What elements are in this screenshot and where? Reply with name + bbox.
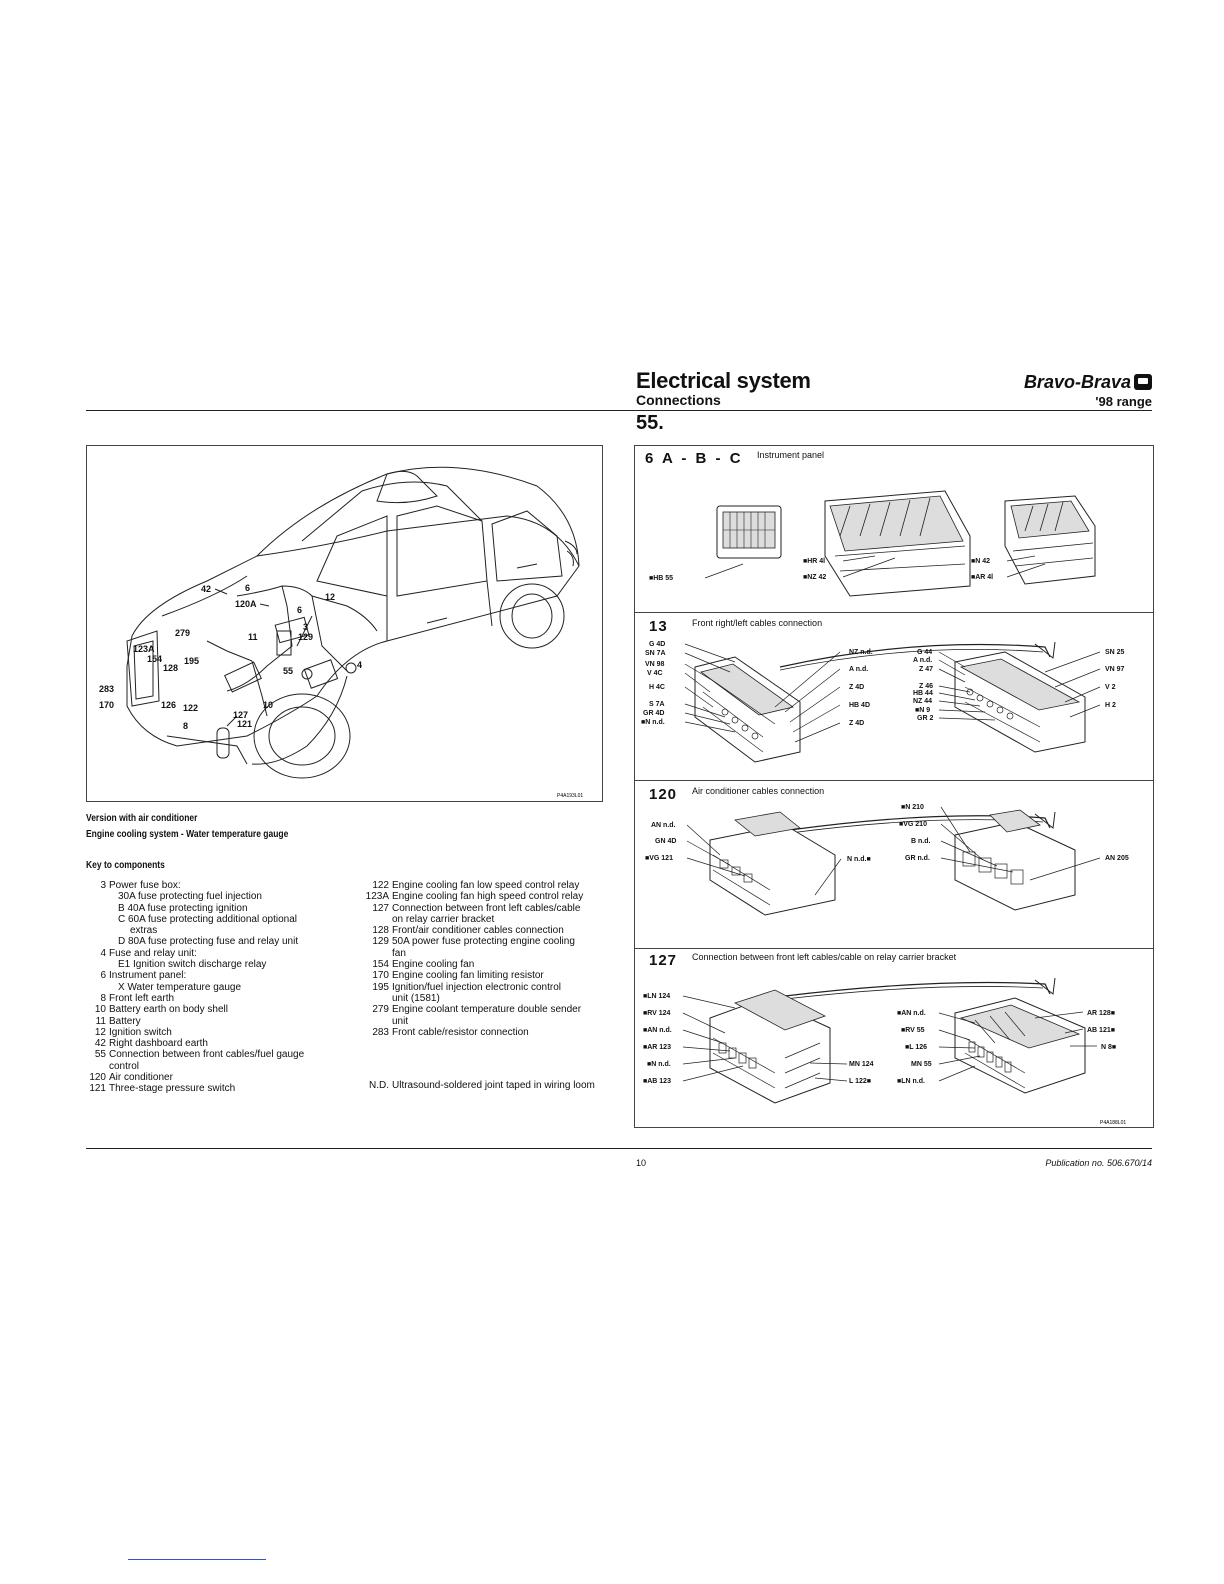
footer-rule [86,1148,1152,1149]
pin-label: Z 4D [849,684,865,691]
key-item [361,1027,603,1038]
key-number: 154 [372,959,389,971]
pin-label: ■HR 4l [803,558,826,565]
key-number: 122 [372,880,389,891]
callout-label: 154 [147,654,163,664]
key-number: 11 [95,1015,106,1027]
key-number [86,982,109,993]
key-item [86,1072,336,1083]
panel-description: Air conditioner cables connection [692,786,825,796]
pin-label: ■LN 124 [643,993,671,1000]
pin-label: MN 124 [849,1061,874,1068]
key-number [86,936,109,947]
pin-label: GR n.d. [905,855,930,862]
front-cables-connectors [635,612,1153,780]
key-number: 123A [365,891,389,903]
pin-label: H 4C [649,684,665,691]
relay-bracket-connectors [635,948,1153,1127]
model-label: Bravo-Brava [1023,372,1131,392]
key-number: 55 [94,1049,106,1061]
key-text: Air conditioner [109,1072,173,1084]
pin-label: ■AN n.d. [643,1027,672,1034]
pin-label: SN 25 [1105,649,1125,656]
key-item [361,948,603,959]
key-number [361,914,392,925]
key-text: X Water temperature gauge [118,981,242,993]
car-illustration [87,446,602,801]
key-item [86,1083,336,1094]
page-section-number: 55. [636,412,664,434]
pin-label: VN 98 [645,661,665,668]
panel-number: 13 [649,618,668,635]
key-title: Key to components [86,860,165,871]
pin-label: A n.d. [913,657,933,664]
model-name [1024,372,1152,393]
bottom-underline [128,1559,266,1560]
pin-label: ■RV 124 [643,1010,671,1017]
key-number: 279 [372,1004,389,1016]
callout-label: 195 [184,656,200,666]
panel-figure-code: P4A188L01 [1100,1120,1127,1126]
key-text: Ignition switch [109,1026,172,1038]
callout-label: 127 [233,710,249,720]
panel-front-cables [635,612,1153,781]
pin-label: NZ n.d. [849,649,873,656]
pin-label: ■AB 123 [643,1078,671,1085]
key-text: Front left earth [109,992,175,1004]
key-item [86,1016,336,1027]
pin-label: B n.d. [911,838,931,845]
key-item [86,925,336,936]
key-text: control [109,1060,140,1072]
key-text: Connection between front left cables/cable [392,902,581,914]
page-number: 10 [636,1158,647,1168]
pin-label: N n.d.■ [847,856,871,863]
pin-label: HB 4D [849,702,871,709]
key-number: 8 [100,992,106,1004]
key-number: 195 [372,981,389,993]
key-item [361,970,603,981]
pin-label: H 2 [1105,702,1116,709]
pin-label: ■HB 55 [649,575,674,582]
key-item [361,993,603,1004]
key-text: extras [130,925,158,937]
key-item [361,903,603,914]
key-text: C 60A fuse protecting additional optional [118,913,298,925]
pin-label: ■N n.d. [647,1061,671,1068]
key-number [361,1016,392,1027]
key-item [86,982,336,993]
key-item [86,1004,336,1015]
key-text: Connection between front cables/fuel gauge [109,1049,305,1061]
instrument-connectors [635,446,1153,612]
panel-instrument [635,446,1153,613]
key-item [86,903,336,914]
key-number: 3 [100,880,106,891]
pin-label: SN 7A [645,650,666,657]
key-text: fan [392,947,406,959]
callout-label: 123A [133,644,155,654]
key-number: 129 [372,936,389,948]
note-text: Ultrasound-soldered joint taped in wiring loom [392,1080,595,1091]
key-text: Battery [109,1015,141,1027]
key-number: 121 [89,1083,106,1095]
pin-label: A n.d. [849,666,869,673]
pin-label: ■VG 210 [899,821,927,828]
key-list-right [361,880,603,1038]
pin-label: AN n.d. [651,822,676,829]
panel-number: 120 [649,786,678,803]
key-item [86,993,336,1004]
pin-label: L 122■ [849,1078,872,1085]
callout-label: 126 [161,700,177,710]
panel-air-conditioner [635,780,1153,949]
callout-label: 121 [237,719,253,729]
key-text: Battery earth on body shell [109,1004,228,1016]
pin-label: HB 44 [913,690,933,697]
key-item [86,891,336,902]
key-item [361,880,603,891]
key-number [86,925,109,936]
pin-label: ■RV 55 [901,1027,925,1034]
key-item [86,948,336,959]
key-text: unit (1581) [392,992,440,1004]
version-caption: Version with air conditioner [86,813,198,824]
key-item [361,959,603,970]
key-item [361,1016,603,1027]
key-text: E1 Ignition switch discharge relay [118,959,267,971]
key-text: Instrument panel: [109,970,187,982]
callout-label: 6 [297,605,303,615]
pin-label: V 2 [1105,684,1116,691]
key-item [86,1061,336,1072]
pin-label: ■N n.d. [641,719,665,726]
connectors-figure [634,445,1154,1128]
panel-description: Connection between front left cables/cable on relay carrier bracket [692,952,957,962]
key-number [86,1061,109,1072]
pin-label: AN 205 [1105,855,1129,862]
pin-label: GR 2 [917,715,934,722]
pin-label: ■AN n.d. [897,1010,926,1017]
key-text: Right dashboard earth [109,1038,208,1050]
key-number: 127 [372,902,389,914]
callout-label: 55 [283,666,294,676]
key-text: Engine cooling fan high speed control relay [392,891,584,903]
key-number: 128 [372,925,389,937]
callout-label: 6 [245,583,251,593]
key-number [361,993,392,1004]
key-item [361,914,603,925]
key-text: 50A power fuse protecting engine cooling [392,936,575,948]
key-number [86,903,109,914]
key-text: Front/air conditioner cables connection [392,925,564,937]
pin-label: AB 121■ [1087,1027,1115,1034]
pin-label: ■N 9 [915,707,931,714]
key-text: Fuse and relay unit: [109,947,197,959]
pin-label: MN 55 [911,1061,932,1068]
key-text: Three-stage pressure switch [109,1083,236,1095]
key-list-left [86,880,336,1095]
key-text: D 80A fuse protecting fuse and relay unit [118,936,299,948]
key-text: B 40A fuse protecting ignition [118,902,248,914]
callout-label: 279 [175,628,191,638]
brand-logo-icon [1134,374,1152,390]
callout-label: 4 [357,660,363,670]
air-conditioner-connectors [635,780,1153,948]
key-text: Engine cooling fan low speed control relay [392,880,580,891]
callout-label: 3 [303,622,309,632]
callout-label: 11 [248,632,258,642]
pin-label: ■LN n.d. [897,1078,925,1085]
key-number: 6 [100,970,106,982]
panel-description: Instrument panel [757,450,825,460]
pin-label: ■L 126 [905,1044,928,1051]
key-item [361,925,603,936]
panel-description: Front right/left cables connection [692,618,823,628]
pin-label: AR 128■ [1087,1010,1115,1017]
pin-label: Z 47 [919,666,934,673]
pin-label: ■NZ 42 [803,574,827,581]
model-range: '98 range [1095,394,1152,409]
callout-label: 283 [99,684,115,694]
pin-label: ■VG 121 [645,855,673,862]
panel-relay-bracket [635,948,1153,1127]
key-item [86,959,336,970]
publication-number: Publication no. 506.670/14 [1045,1158,1152,1168]
system-caption: Engine cooling system - Water temperature gauge [86,829,289,840]
pin-label: ■AR 123 [643,1044,671,1051]
callout-label: 128 [163,663,179,673]
callout-label: 10 [263,700,274,710]
key-number [361,948,392,959]
callout-label: 170 [99,700,115,710]
key-number: 42 [94,1038,106,1050]
pin-label: GR 4D [643,710,665,717]
key-text: Engine cooling fan [392,959,475,971]
pin-label: G 44 [917,649,933,656]
key-item [86,970,336,981]
key-text: Power fuse box: [109,880,181,891]
section-subtitle: Connections [636,392,721,408]
key-item [86,936,336,947]
key-item [86,1027,336,1038]
key-item [86,1049,336,1060]
key-number [86,891,109,902]
section-title: Electrical system [636,368,811,393]
key-text: unit [392,1015,409,1027]
key-item [86,880,336,891]
key-number: 12 [94,1026,106,1038]
key-number [86,959,109,970]
callout-label: 122 [183,703,199,713]
key-number: 4 [100,947,106,959]
pin-label: V 4C [647,670,663,677]
key-text: Engine coolant temperature double sender [392,1004,582,1016]
panel-number: 6 A - B - C [645,450,742,467]
key-number: 170 [372,970,389,982]
key-text: Front cable/resistor connection [392,1026,529,1038]
pin-label: N 8■ [1101,1044,1117,1051]
pin-label: VN 97 [1105,666,1125,673]
callout-label: 42 [201,584,212,594]
key-number: 283 [372,1026,389,1038]
panel-number: 127 [649,952,678,969]
key-text: on relay carrier bracket [392,913,495,925]
figure-code: P4A193L01 [557,793,584,799]
key-number [86,914,109,925]
key-item [86,1038,336,1049]
figure-callouts [99,583,362,731]
header-rule [86,410,1152,411]
pin-label: NZ 44 [913,698,933,705]
note [361,1080,603,1091]
key-item [361,891,603,902]
pin-label: ■AR 4l [971,574,994,581]
key-number: 10 [94,1004,106,1016]
callout-label: 8 [183,721,189,731]
pin-label: Z 4D [849,720,865,727]
callout-label: 120A [235,599,257,609]
key-item [86,914,336,925]
key-text: Ignition/fuel injection electronic control [392,981,561,993]
callout-label: 129 [298,632,314,642]
pin-label: ■N 210 [901,804,924,811]
key-number: 120 [89,1072,106,1084]
key-item [361,982,603,993]
pin-label: Z 46 [919,683,934,690]
pin-label: ■N 42 [971,558,991,565]
wiring-figure [86,445,603,802]
key-text: 30A fuse protecting fuel injection [118,891,262,903]
callout-label: 12 [325,592,336,602]
pin-label: GN 4D [655,838,677,845]
pin-label: G 4D [649,641,666,648]
key-text: Engine cooling fan limiting resistor [392,970,544,982]
note-abbr: N.D. [369,1080,389,1091]
key-item [361,936,603,947]
key-item [361,1004,603,1015]
pin-label: S 7A [649,701,665,708]
